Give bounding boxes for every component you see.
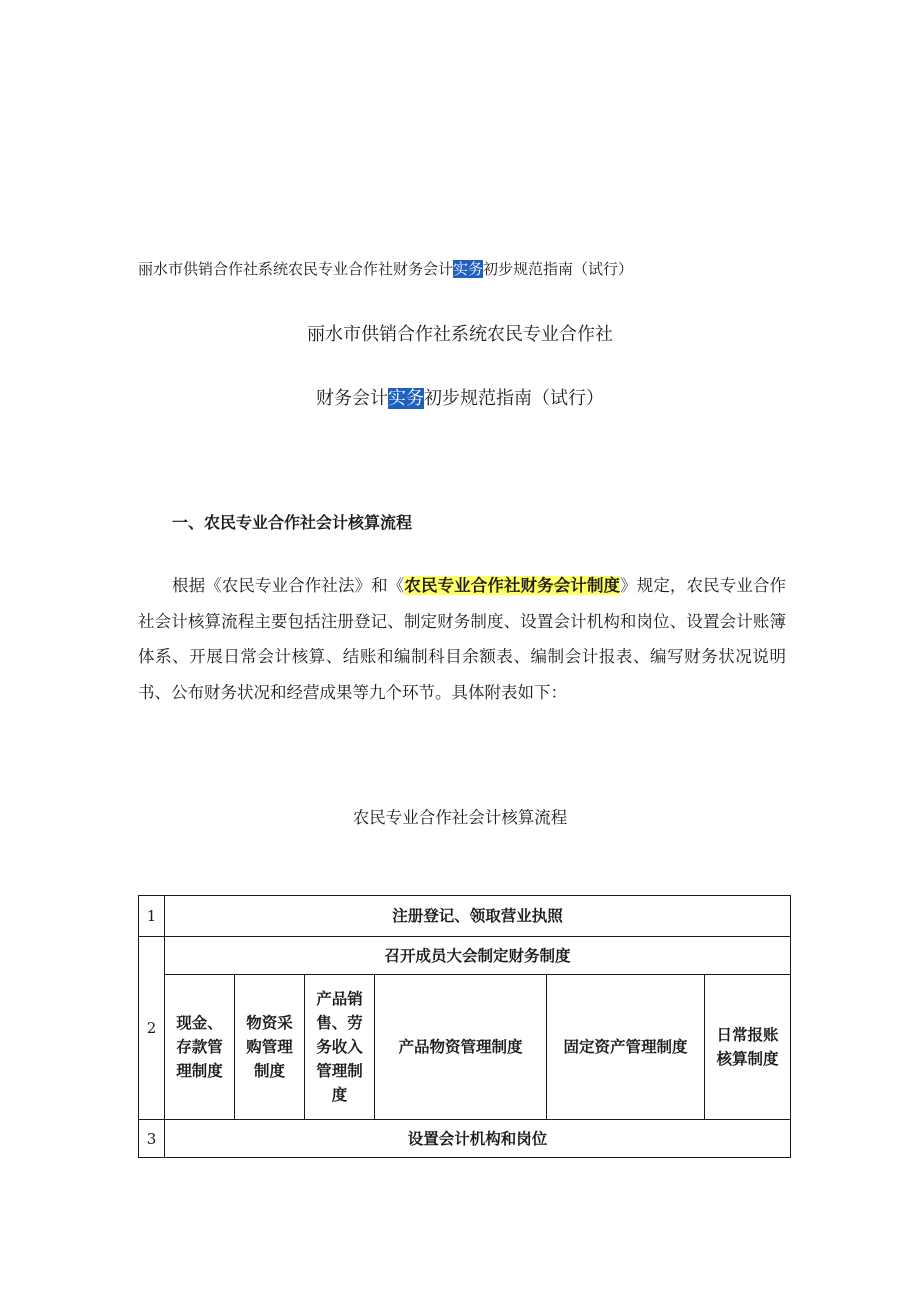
paragraph-highlight: 农民专业合作社财务会计制度 bbox=[404, 576, 621, 595]
table-row bbox=[139, 975, 791, 1120]
paragraph-after: 》规定，农民专业合作社会计核算流程主要包括注册登记、制定财务制度、设置会计机构和岗位、设置会计账簿体系、开展日常会计核算、结账和编制科目余额表、编制会计报表、编写财务状况说明书、公布财务状况和经营成果等九个环节。具体附表如下： bbox=[138, 576, 787, 702]
body-paragraph bbox=[138, 568, 786, 710]
table-cell: 设置会计机构和岗位 bbox=[165, 1120, 791, 1158]
table-cell: 固定资产管理制度 bbox=[547, 975, 705, 1120]
section-heading: 一、农民专业合作社会计核算流程 bbox=[172, 513, 413, 532]
title-line-2-after: 初步规范指南（试行） bbox=[424, 388, 604, 409]
table-cell: 注册登记、领取营业执照 bbox=[165, 896, 791, 937]
table-row bbox=[139, 937, 791, 975]
row-number: 2 bbox=[139, 937, 165, 1120]
header-title-after: 初步规范指南（试行） bbox=[483, 260, 634, 278]
table-cell: 召开成员大会制定财务制度 bbox=[165, 937, 791, 975]
table-cell: 物资采购管理制度 bbox=[235, 975, 305, 1120]
table-cell: 产品物资管理制度 bbox=[375, 975, 547, 1120]
accounting-process-table bbox=[138, 895, 791, 1158]
row-number: 3 bbox=[139, 1120, 165, 1158]
title-line-2-highlight: 实务 bbox=[388, 388, 424, 409]
paragraph-before: 根据《农民专业合作社法》和《 bbox=[172, 576, 405, 595]
header-title-before: 丽水市供销合作社系统农民专业合作社财务会计 bbox=[138, 260, 454, 278]
table-cell: 现金、存款管理制度 bbox=[165, 975, 235, 1120]
table-caption: 农民专业合作社会计核算流程 bbox=[352, 808, 568, 827]
table-cell: 日常报账核算制度 bbox=[705, 975, 791, 1120]
table-cell: 产品销售、劳务收入管理制度 bbox=[305, 975, 375, 1120]
header-title-highlight: 实务 bbox=[453, 260, 484, 278]
row-number: 1 bbox=[139, 896, 165, 937]
document-header bbox=[138, 258, 798, 279]
document-title-line-1: 丽水市供销合作社系统农民专业合作社 bbox=[307, 324, 613, 345]
table-row bbox=[139, 1120, 791, 1158]
document-title-line-2 bbox=[0, 384, 920, 410]
title-line-2-before: 财务会计 bbox=[316, 388, 388, 409]
table-row bbox=[139, 896, 791, 937]
